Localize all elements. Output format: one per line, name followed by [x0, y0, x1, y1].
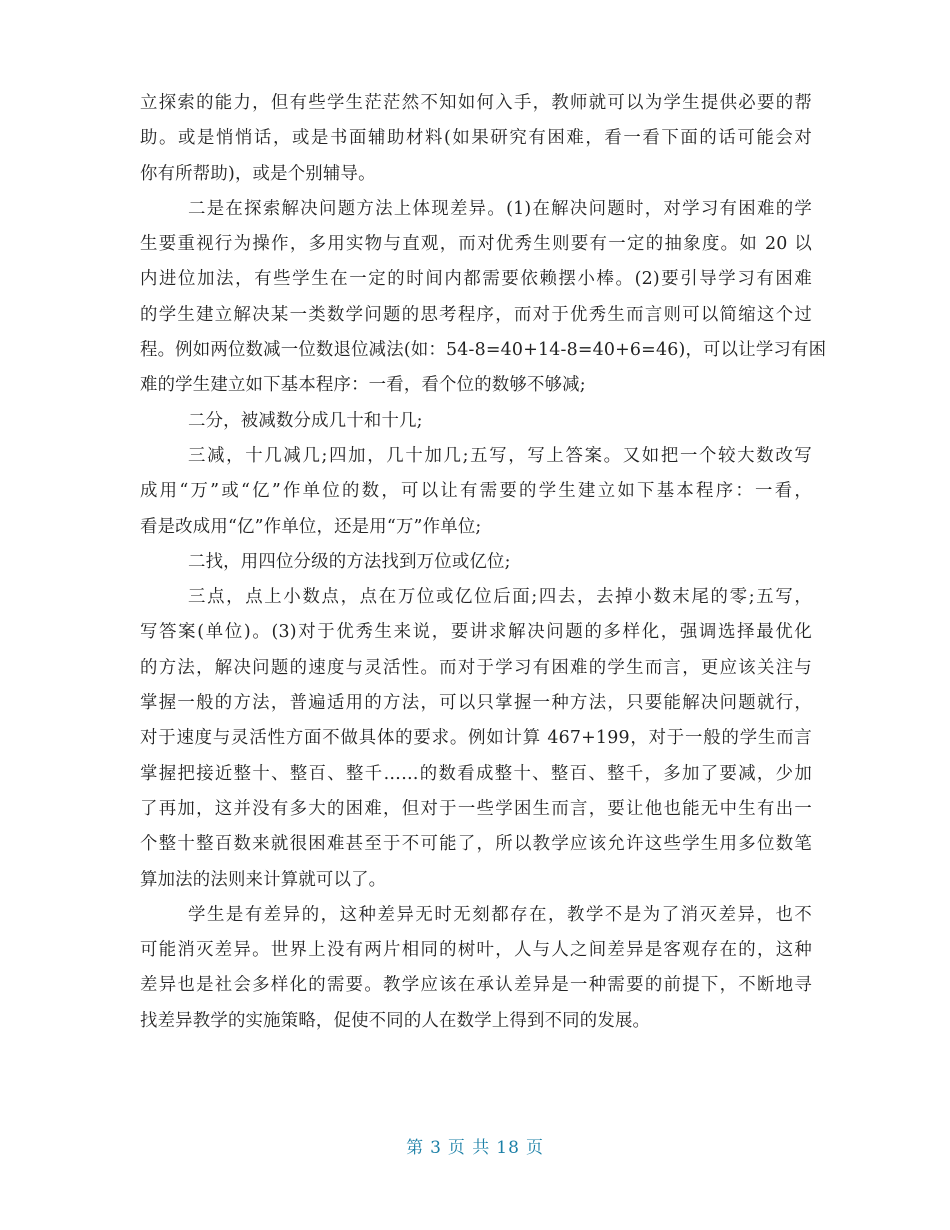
text-line: 个整十整百数来就很困难甚至于不可能了，所以教学应该允许这些学生用多位数笔	[140, 834, 812, 855]
text-line: 算加法的法则来计算就可以了。	[140, 869, 387, 890]
text-line: 成用“万”或“亿”作单位的数，可以让有需要的学生建立如下基本程序：一看，	[140, 481, 812, 502]
text-line: 差异也是社会多样化的需要。教学应该在承认差异是一种需要的前提下，不断地寻	[140, 975, 812, 996]
page-label-mid: 页 共	[447, 1138, 491, 1158]
text-line: 的方法，解决问题的速度与灵活性。而对于学习有困难的学生而言，更应该关注与	[140, 657, 812, 678]
text-line: 掌握一般的方法，普遍适用的方法，可以只掌握一种方法，只要能解决问题就行，	[140, 693, 812, 714]
text-line: 三点，点上小数点，点在万位或亿位后面;四去，去掉小数末尾的零;五写，	[188, 587, 812, 608]
page-footer	[0, 1133, 950, 1158]
text-line: 助。或是悄悄话，或是书面辅助材料(如果研究有困难，看一看下面的话可能会对	[140, 128, 812, 149]
text-line: 生要重视行为操作，多用实物与直观，而对优秀生则要有一定的抽象度。如 20 以	[140, 234, 812, 255]
text-line: 的学生建立解决某一类数学问题的思考程序，而对于优秀生而言则可以简缩这个过	[140, 304, 812, 325]
page-number: 3	[430, 1138, 442, 1158]
text-line: 二分，被减数分成几十和十几;	[188, 410, 423, 431]
total-pages: 18	[496, 1138, 520, 1158]
page-label-suffix: 页	[525, 1138, 544, 1158]
text-line: 找差异教学的实施策略，促使不同的人在数学上得到不同的发展。	[140, 1010, 651, 1031]
text-line: 你有所帮助)，或是个别辅导。	[140, 163, 376, 184]
text-line: 二是在探索解决问题方法上体现差异。(1)在解决问题时，对学习有困难的学	[188, 198, 812, 219]
document-body	[140, 86, 827, 1039]
text-line: 难的学生建立如下基本程序：一看，看个位的数够不够减;	[140, 375, 586, 396]
text-line: 学生是有差异的，这种差异无时无刻都存在，教学不是为了消灭差异，也不	[188, 904, 812, 925]
text-line: 对于速度与灵活性方面不做具体的要求。例如计算 467+199，对于一般的学生而言	[140, 728, 812, 749]
text-line: 写答案(单位)。(3)对于优秀生来说，要讲求解决问题的多样化，强调选择最优化	[140, 622, 812, 643]
text-line: 掌握把接近整十、整百、整千……的数看成整十、整百、整千，多加了要减，少加	[140, 763, 812, 784]
text-line: 二找，用四位分级的方法找到万位或亿位;	[188, 551, 511, 572]
page-label-prefix: 第	[406, 1138, 425, 1158]
text-line: 立探索的能力，但有些学生茫茫然不知如何入手，教师就可以为学生提供必要的帮	[140, 93, 812, 113]
text-line: 看是改成用“亿”作单位，还是用“万”作单位;	[140, 516, 482, 537]
text-line: 了再加，这并没有多大的困难，但对于一些学困生而言，要让他也能无中生有出一	[140, 798, 812, 819]
text-line: 三减，十几减几;四加，几十加几;五写，写上答案。又如把一个较大数改写	[188, 445, 812, 466]
text-line: 程。例如两位数减一位数退位减法(如：54-8=40+14-8=40+6=46)，可以让学习有困	[140, 340, 827, 361]
text-line: 内进位加法，有些学生在一定的时间内都需要依赖摆小棒。(2)要引导学习有困难	[140, 269, 812, 290]
text-line: 可能消灭差异。世界上没有两片相同的树叶，人与人之间差异是客观存在的，这种	[140, 940, 812, 961]
